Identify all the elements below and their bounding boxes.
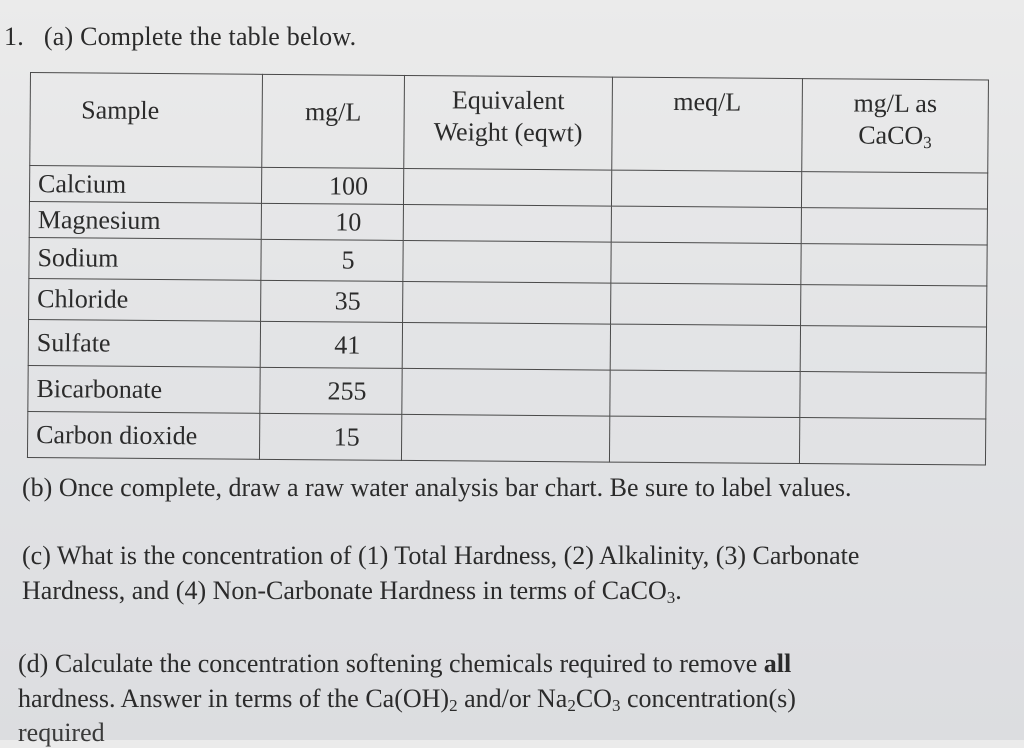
sample-name: Sodium <box>29 237 261 280</box>
header-caco3-line1: mg/L as <box>853 88 938 119</box>
meql-cell[interactable] <box>611 242 801 284</box>
part-b-prompt: (b) Once complete, draw a raw water analysis bar chart. Be sure to label values. <box>22 473 852 502</box>
sample-mgl: 41 <box>260 321 402 368</box>
sample-name: Bicarbonate <box>28 365 260 413</box>
eqwt-cell[interactable] <box>401 414 609 462</box>
eqwt-cell[interactable] <box>402 322 610 370</box>
caco3-cell[interactable] <box>801 285 987 327</box>
eqwt-cell[interactable] <box>403 168 611 206</box>
eqwt-cell[interactable] <box>402 368 610 416</box>
question-number: 1. <box>4 22 24 51</box>
eqwt-cell[interactable] <box>403 204 611 242</box>
header-meql: meq/L <box>612 77 803 171</box>
header-mgl-as-caco3 <box>802 79 989 173</box>
header-caco3-line2: CaCO$_3$ <box>858 120 932 153</box>
eqwt-cell[interactable] <box>403 240 611 283</box>
part-d-prompt <box>18 646 1018 723</box>
table-row <box>27 411 985 465</box>
table-header-row <box>30 73 989 174</box>
meql-cell[interactable] <box>611 170 801 207</box>
sample-name: Calcium <box>29 166 261 204</box>
part-d-line2: hardness. Answer in terms of the $Ca(OH)_2$ and/or $Na_2CO_3$ concentration(s) <box>18 684 796 715</box>
sample-mgl: 255 <box>260 367 402 414</box>
sample-mgl: 10 <box>261 203 403 240</box>
part-c-line1: (c) What is the concentration of (1) Total Hardness, (2) Alkalinity, (3) Carbonate <box>22 541 860 570</box>
question-heading <box>4 22 356 52</box>
sample-name: Magnesium <box>29 201 261 239</box>
header-eqwt-line2: Weight (eqwt) <box>433 117 583 148</box>
part-c-prompt <box>22 538 1012 615</box>
caco3-cell[interactable] <box>801 244 987 286</box>
sample-name: Sulfate <box>28 319 260 367</box>
water-analysis-table <box>27 72 989 466</box>
meql-cell[interactable] <box>610 370 800 417</box>
header-equivalent-weight <box>404 75 613 170</box>
part-d-line1: (d) Calculate the concentration softening chemicals required to remove all <box>18 649 792 678</box>
part-a-prompt: (a) Complete the table below. <box>43 22 357 51</box>
header-mgl: mg/L <box>262 74 405 168</box>
table-row <box>28 319 986 373</box>
part-d-line3-cut: required <box>18 718 105 747</box>
caco3-cell[interactable] <box>800 326 986 373</box>
caco3-cell[interactable] <box>801 172 987 209</box>
sample-mgl: 15 <box>259 413 401 460</box>
analysis-table-wrapper <box>27 72 988 466</box>
sample-name: Carbon dioxide <box>27 411 259 459</box>
caco3-cell[interactable] <box>799 418 985 465</box>
meql-cell[interactable] <box>609 416 799 463</box>
caco3-cell[interactable] <box>801 208 987 245</box>
sample-name: Chloride <box>29 278 261 321</box>
header-eqwt-line1: Equivalent <box>451 85 565 116</box>
meql-cell[interactable] <box>610 324 800 371</box>
sample-mgl: 5 <box>261 239 403 281</box>
meql-cell[interactable] <box>611 206 801 243</box>
sample-mgl: 35 <box>261 280 403 322</box>
eqwt-cell[interactable] <box>403 281 611 324</box>
emphasis-all: all <box>763 649 792 678</box>
sample-mgl: 100 <box>261 167 403 204</box>
header-sample: Sample <box>30 73 263 168</box>
table-row <box>28 365 986 419</box>
caco3-cell[interactable] <box>800 372 986 419</box>
meql-cell[interactable] <box>611 283 801 325</box>
part-c-line2: Hardness, and (4) Non-Carbonate Hardness in terms of CaCO$_3$. <box>22 576 682 607</box>
